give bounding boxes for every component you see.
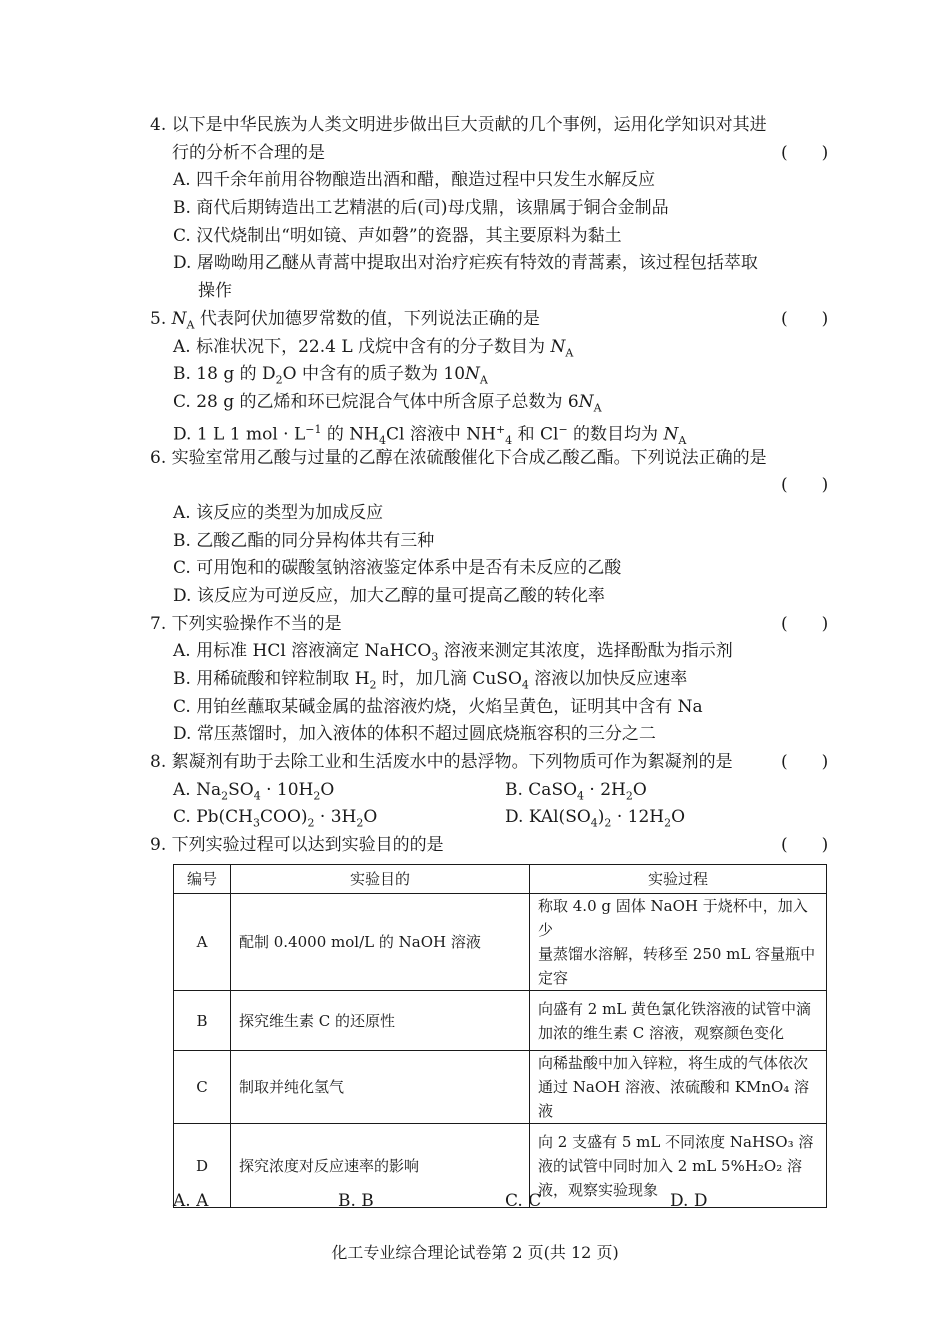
page-footer: 化工专业综合理论试卷第 2 页(共 12 页) xyxy=(331,1243,619,1262)
q4-answer-paren: ( ) xyxy=(781,143,829,163)
q9-option-d: D. D xyxy=(670,1191,708,1211)
q6-option-c: C. 可用饱和的碳酸氢钠溶液鉴定体系中是否有未反应的乙酸 xyxy=(173,558,622,578)
q8-option-a: A. $Na_2SO_4 \cdot 10H_2O$ xyxy=(173,780,335,803)
q6-answer-paren: ( ) xyxy=(781,475,829,495)
table-row xyxy=(174,1051,827,1124)
q8-stem: 8. 絮凝剂有助于去除工业和生活废水中的悬浮物。下列物质可作为絮凝剂的是 xyxy=(150,752,733,772)
table-header-process: 实验过程 xyxy=(530,865,827,894)
row-process: 向 2 支盛有 5 mL 不同浓度 NaHSO₃ 溶 液的试管中同时加入 2 mL 5%H₂O₂ 溶 液，观察实验现象 xyxy=(530,1124,827,1208)
q7-option-c: C. 用铂丝蘸取某碱金属的盐溶液灼烧，火焰呈黄色，证明其中含有 Na xyxy=(173,697,703,717)
q9-answer-paren: ( ) xyxy=(781,835,829,855)
q9-option-c: C. C xyxy=(505,1191,542,1211)
table-row xyxy=(174,1124,827,1208)
q6-stem: 6. 实验室常用乙酸与过量的乙醇在浓硫酸催化下合成乙酸乙酯。下列说法正确的是 xyxy=(150,448,767,468)
row-purpose: 探究维生素 C 的还原性 xyxy=(231,991,530,1051)
q7-option-b: B. 用稀硫酸和锌粒制取 $H_2$ 时，加几滴 CuSO$_4$ 溶液以加快反应速率 xyxy=(173,669,688,692)
q7-option-a: A. 用标准 HCl 溶液滴定 NaHCO$_3$ 溶液来测定其浓度，选择酚酞为指示剂 xyxy=(173,641,733,664)
q9-option-a: A. A xyxy=(173,1191,209,1211)
q8-option-d: D. $KAl(SO_4)_2 \cdot 12H_2O$ xyxy=(505,807,686,830)
row-process: 向稀盐酸中加入锌粒，将生成的气体依次 通过 NaOH 溶液、浓硫酸和 KMnO₄ 溶液 xyxy=(530,1051,827,1124)
table-row xyxy=(174,991,827,1051)
q4-option-a: A. 四千余年前用谷物酿造出酒和醋，酿造过程中只发生水解反应 xyxy=(173,170,656,190)
row-process: 称取 4.0 g 固体 NaOH 于烧杯中，加入少 量蒸馏水溶解，转移至 250 mL 容量瓶中 定容 xyxy=(530,894,827,991)
table-header-row xyxy=(174,865,827,894)
q9-option-b: B. B xyxy=(338,1191,374,1211)
q7-option-d: D. 常压蒸馏时，加入液体的体积不超过圆底烧瓶容积的三分之二 xyxy=(173,724,656,744)
q4-stem-line1: 4. 以下是中华民族为人类文明进步做出巨大贡献的几个事例，运用化学知识对其进 xyxy=(150,115,767,135)
q5-option-b: B. 18 g 的 $D_2O$ 中含有的质子数为 $10N_A$ xyxy=(173,364,488,387)
table-header-id: 编号 xyxy=(174,865,231,894)
q9-stem: 9. 下列实验过程可以达到实验目的的是 xyxy=(150,835,444,855)
table-row xyxy=(174,894,827,991)
q7-stem: 7. 下列实验操作不当的是 xyxy=(150,614,342,634)
row-id: D xyxy=(174,1124,231,1208)
q5-option-a: A. 标准状况下，22.4 L 戊烷中含有的分子数目为 $N_A$ xyxy=(173,337,574,360)
q4-option-c: C. 汉代烧制出“明如镜、声如磬”的瓷器，其主要原料为黏土 xyxy=(173,226,622,246)
q6-option-d: D. 该反应为可逆反应，加大乙醇的量可提高乙酸的转化率 xyxy=(173,586,605,606)
q5-answer-paren: ( ) xyxy=(781,309,829,329)
q8-answer-paren: ( ) xyxy=(781,752,829,772)
q8-option-b: B. CaSO$_4$ · $2H_2O$ xyxy=(505,780,647,803)
q5-option-c: C. 28 g 的乙烯和环已烷混合气体中所含原子总数为 $6N_A$ xyxy=(173,392,602,415)
q5-stem: 5. $N_A$ 代表阿伏加德罗常数的值，下列说法正确的是 xyxy=(150,309,540,332)
experiment-table xyxy=(173,864,827,1208)
table-header-purpose: 实验目的 xyxy=(231,865,530,894)
q8-option-c: C. $Pb(CH_3COO)_2 \cdot 3H_2O$ xyxy=(173,807,378,830)
q6-option-a: A. 该反应的类型为加成反应 xyxy=(173,503,384,523)
q4-option-b: B. 商代后期铸造出工艺精湛的后(司)母戊鼎，该鼎属于铜合金制品 xyxy=(173,198,669,218)
q5-option-d: D. 1 L 1 mol · $L^{-1}$ 的 $NH_4Cl$ 溶液中 $NH^+_4$ 和 Cl− 的数目均为 $N_A$ xyxy=(173,423,687,448)
row-purpose: 探究浓度对反应速率的影响 xyxy=(231,1124,530,1208)
row-id: B xyxy=(174,991,231,1051)
q4-stem-line2: 行的分析不合理的是 xyxy=(172,143,325,163)
row-id: C xyxy=(174,1051,231,1124)
row-process: 向盛有 2 mL 黄色氯化铁溶液的试管中滴 加浓的维生素 C 溶液，观察颜色变化 xyxy=(530,991,827,1051)
q6-option-b: B. 乙酸乙酯的同分异构体共有三种 xyxy=(173,531,435,551)
row-id: A xyxy=(174,894,231,991)
row-purpose: 制取并纯化氢气 xyxy=(231,1051,530,1124)
q4-option-d-cont: 操作 xyxy=(198,281,232,301)
q7-answer-paren: ( ) xyxy=(781,614,829,634)
q4-option-d: D. 屠呦呦用乙醚从青蒿中提取出对治疗疟疾有特效的青蒿素，该过程包括萃取 xyxy=(173,253,758,273)
row-purpose: 配制 0.4000 mol/L 的 NaOH 溶液 xyxy=(231,894,530,991)
